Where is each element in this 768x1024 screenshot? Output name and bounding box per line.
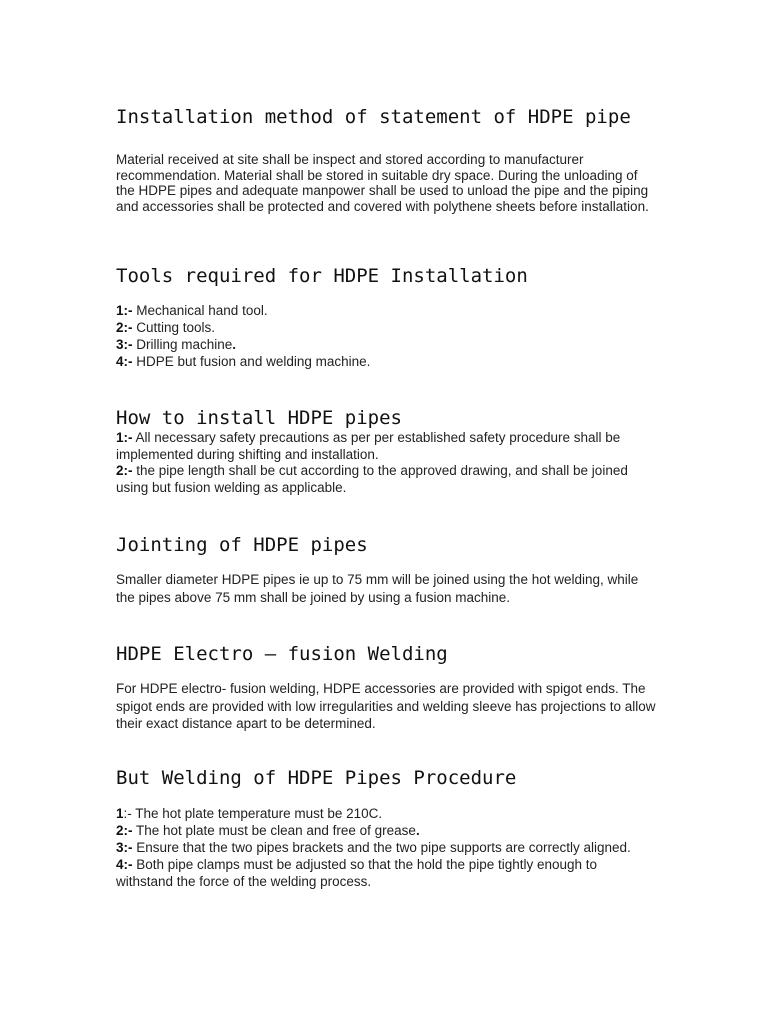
electro-fusion-paragraph: For HDPE electro- fusion welding, HDPE accessories are provided with spigot ends. The spigot ends are provided with low irregularities and welding sleeve has projections to allow their exact distance apart to be determined.	[116, 681, 656, 731]
list-item-period: .	[415, 823, 420, 838]
list-item	[116, 463, 656, 496]
list-item-number: 4:-	[116, 354, 133, 369]
list-item	[116, 839, 656, 856]
list-item-number: 4:-	[116, 857, 133, 872]
list-item-text: All necessary safety precautions as per per established safety procedure shall be implemented during shifting and installation.	[116, 430, 621, 462]
installation-method-paragraph: Material received at site shall be inspect and stored according to manufacturer recommendation. Material shall be stored in suitable dry space. During the unloading of the HDPE pipes and adequate manpower shall be used to unload the pipe and the piping and accessories shall be protected and covered with polythene sheets before installation.	[116, 152, 649, 214]
list-item-number: 1:-	[116, 430, 133, 445]
list-item	[116, 805, 656, 822]
section-heading-installation-method: Installation method of statement of HDPE pipe	[116, 106, 631, 128]
tools-list	[116, 302, 656, 370]
list-item-number: 2:-	[116, 823, 133, 838]
list-item-text: Cutting tools.	[132, 320, 216, 335]
section-heading-jointing: Jointing of HDPE pipes	[116, 534, 368, 556]
list-item-text: the pipe length shall be cut according to the approved drawing, and shall be joined using but fusion welding as applicable.	[116, 463, 628, 495]
list-item	[116, 822, 656, 839]
list-item-text: Ensure that the two pipes brackets and the two pipe supports are correctly aligned.	[132, 840, 631, 855]
list-item-text: Drilling machine	[132, 337, 233, 352]
section-heading-tools-required: Tools required for HDPE Installation	[116, 265, 528, 287]
list-item	[116, 353, 656, 370]
list-item-number: 1	[116, 806, 124, 821]
section-heading-electro-fusion: HDPE Electro – fusion Welding	[116, 643, 448, 665]
list-item-number: 1:-	[116, 303, 133, 318]
list-item-text: The hot plate must be clean and free of grease	[132, 823, 416, 838]
list-item-text: Both pipe clamps must be adjusted so that the hold the pipe tightly enough to withstand the force of the welding process.	[116, 857, 598, 889]
list-item-number-tail: :-	[123, 806, 132, 821]
jointing-paragraph: Smaller diameter HDPE pipes ie up to 75 mm will be joined using the hot welding, while the pipes above 75 mm shall be joined by using a fusion machine.	[116, 572, 639, 605]
list-item-number: 3:-	[116, 840, 133, 855]
list-item	[116, 856, 656, 890]
welding-procedure-list	[116, 805, 656, 890]
list-item-text: The hot plate temperature must be 210C.	[131, 806, 383, 821]
list-item-text: Mechanical hand tool.	[132, 303, 268, 318]
list-item	[116, 336, 656, 353]
list-item-text: HDPE but fusion and welding machine.	[132, 354, 371, 369]
install-steps-list	[116, 430, 656, 496]
list-item	[116, 319, 656, 336]
list-item-period: .	[232, 337, 237, 352]
list-item	[116, 302, 656, 319]
section-heading-but-welding: But Welding of HDPE Pipes Procedure	[116, 767, 517, 789]
section-heading-how-to-install: How to install HDPE pipes	[116, 407, 402, 429]
list-item	[116, 430, 656, 463]
list-item-number: 3:-	[116, 337, 133, 352]
list-item-number: 2:-	[116, 463, 133, 478]
list-item-number: 2:-	[116, 320, 133, 335]
